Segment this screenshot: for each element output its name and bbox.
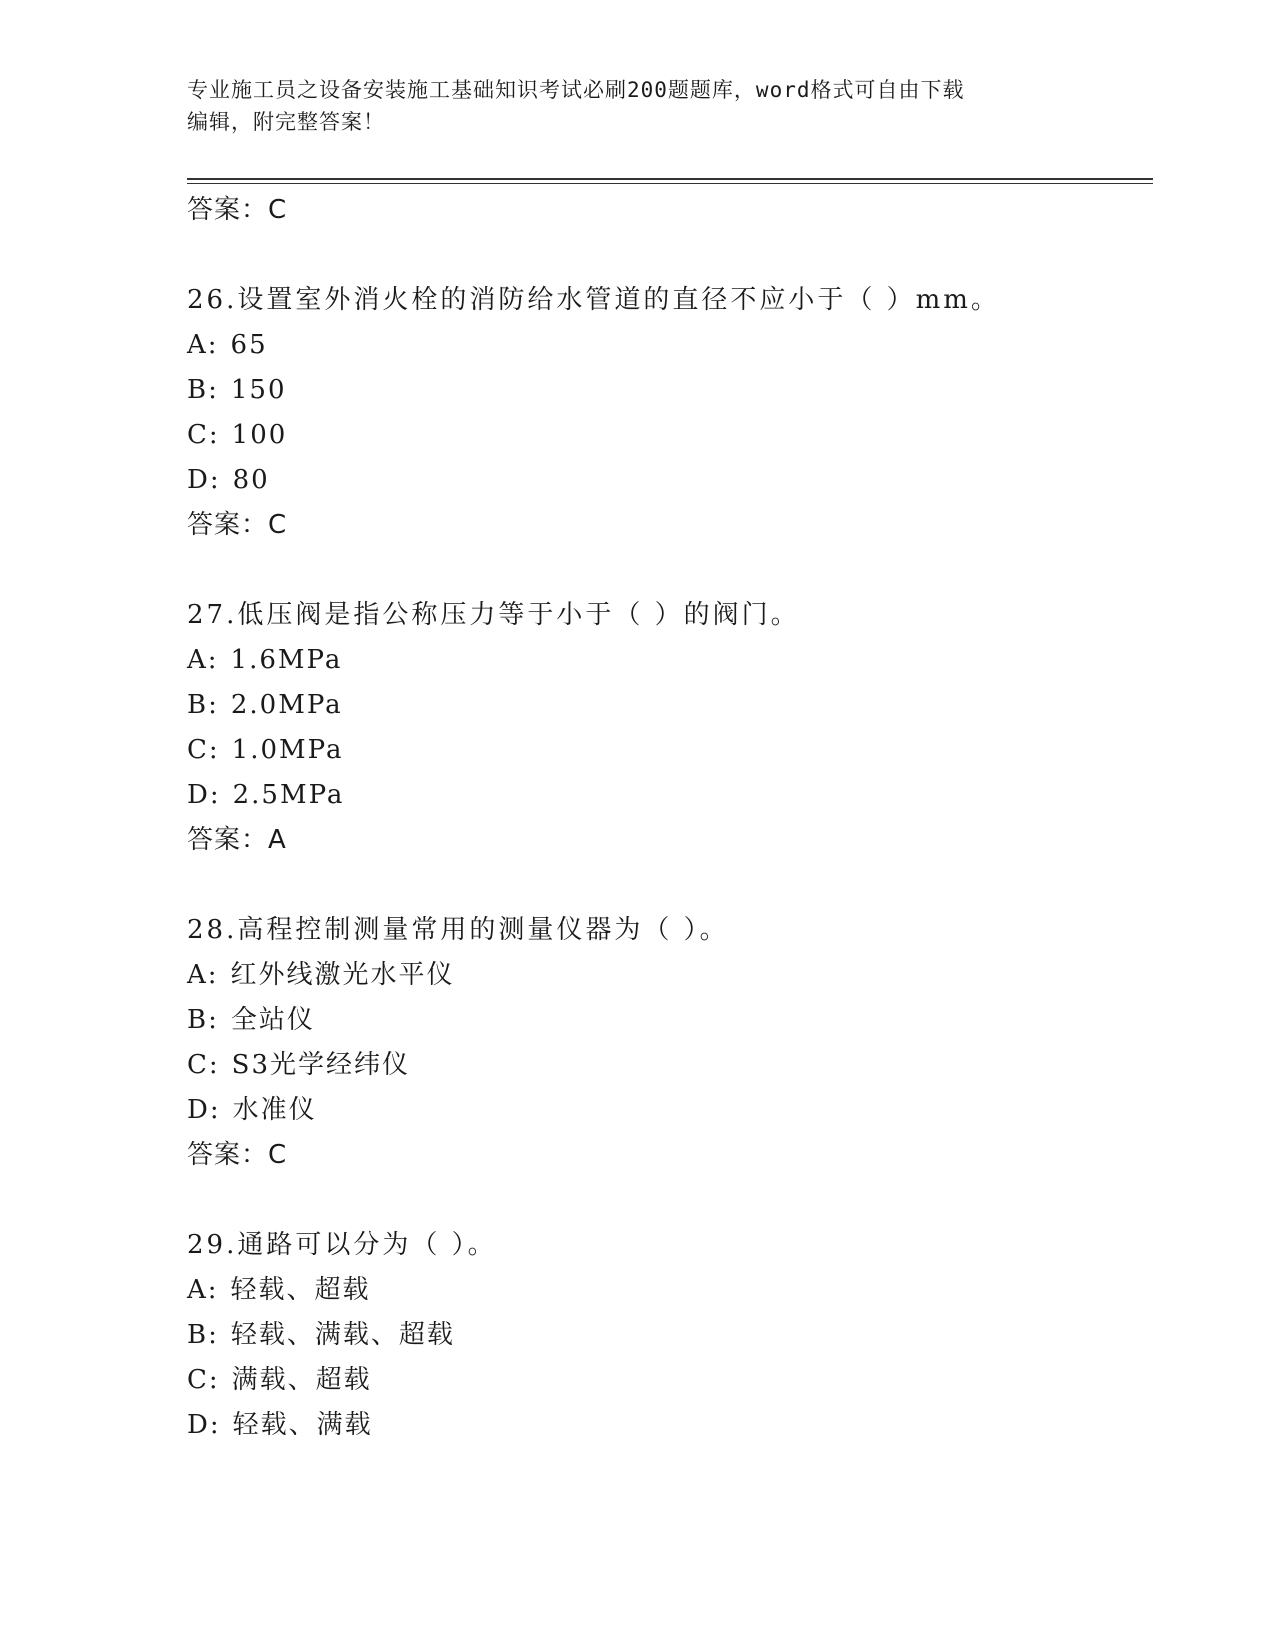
option-text: 轻载、满载、超载 [230,1320,455,1350]
header-title-line2: 编辑，附完整答案！ [187,110,385,134]
option-key: B: [187,690,219,720]
option-c [187,728,1153,773]
option-text: 轻载、满载 [232,1410,373,1440]
question-block [187,593,1153,863]
option-b [187,368,1153,413]
option-a [187,1268,1153,1313]
answer-label: 答案： [187,1140,269,1170]
option-c [187,413,1153,458]
option-key: B: [187,1320,219,1350]
answer-line [187,818,1153,863]
option-b [187,998,1153,1043]
question-text: 27.低压阀是指公称压力等于小于（ ）的阀门。 [187,600,800,630]
option-key: D: [187,780,221,810]
option-text: 2.0MPa [230,690,343,720]
option-text: 轻载、超载 [230,1275,371,1305]
option-text: 100 [231,420,288,450]
answer-value: A [268,825,287,855]
header-divider-thin [187,183,1153,184]
option-text: 1.0MPa [231,735,344,765]
option-a [187,638,1153,683]
header-title-line1: 专业施工员之设备安装施工基础知识考试必刷200题题库，word格式可自由下载 [187,78,965,102]
option-d [187,458,1153,503]
answer-label: 答案： [187,195,269,225]
question-text: 26.设置室外消火栓的消防给水管道的直径不应小于（ ）mm。 [187,285,1000,315]
option-text: 1.6MPa [230,645,343,675]
answer-line [187,1133,1153,1178]
answer-line [187,503,1153,548]
answer-label: 答案： [187,825,269,855]
header-divider-thick [187,178,1153,180]
option-b [187,1313,1153,1358]
question-block [187,908,1153,1178]
option-key: B: [187,375,219,405]
answer-value: C [268,510,288,540]
option-key: A: [187,330,219,360]
question-text: 28.高程控制测量常用的测量仪器为（ ）。 [187,915,729,945]
option-text: 150 [230,375,287,405]
option-key: A: [187,960,219,990]
option-text: 2.5MPa [232,780,345,810]
option-text: 全站仪 [230,1005,315,1035]
question-block [187,278,1153,548]
option-key: C: [187,1365,220,1395]
question-block [187,1223,1153,1448]
option-d [187,773,1153,818]
option-text: 65 [230,330,268,360]
option-key: B: [187,1005,219,1035]
option-key: C: [187,1050,220,1080]
question-text: 29.通路可以分为（ ）。 [187,1230,497,1260]
option-key: D: [187,1095,221,1125]
option-key: C: [187,735,220,765]
option-text: S3光学经纬仪 [231,1050,411,1080]
option-d [187,1403,1153,1448]
answer-value: C [268,1140,288,1170]
option-text: 红外线激光水平仪 [230,960,455,990]
question-list [187,188,1153,1448]
option-text: 80 [232,465,270,495]
option-text: 满载、超载 [231,1365,372,1395]
option-key: D: [187,1410,221,1440]
option-d [187,1088,1153,1133]
answer-label: 答案： [187,510,269,540]
page-header [187,74,1087,138]
option-text: 水准仪 [232,1095,317,1125]
previous-answer [187,188,1153,233]
option-key: A: [187,645,219,675]
option-a [187,323,1153,368]
option-a [187,953,1153,998]
option-b [187,683,1153,728]
answer-value: C [268,195,288,225]
option-key: C: [187,420,220,450]
option-key: D: [187,465,221,495]
option-c [187,1043,1153,1088]
option-c [187,1358,1153,1403]
option-key: A: [187,1275,219,1305]
